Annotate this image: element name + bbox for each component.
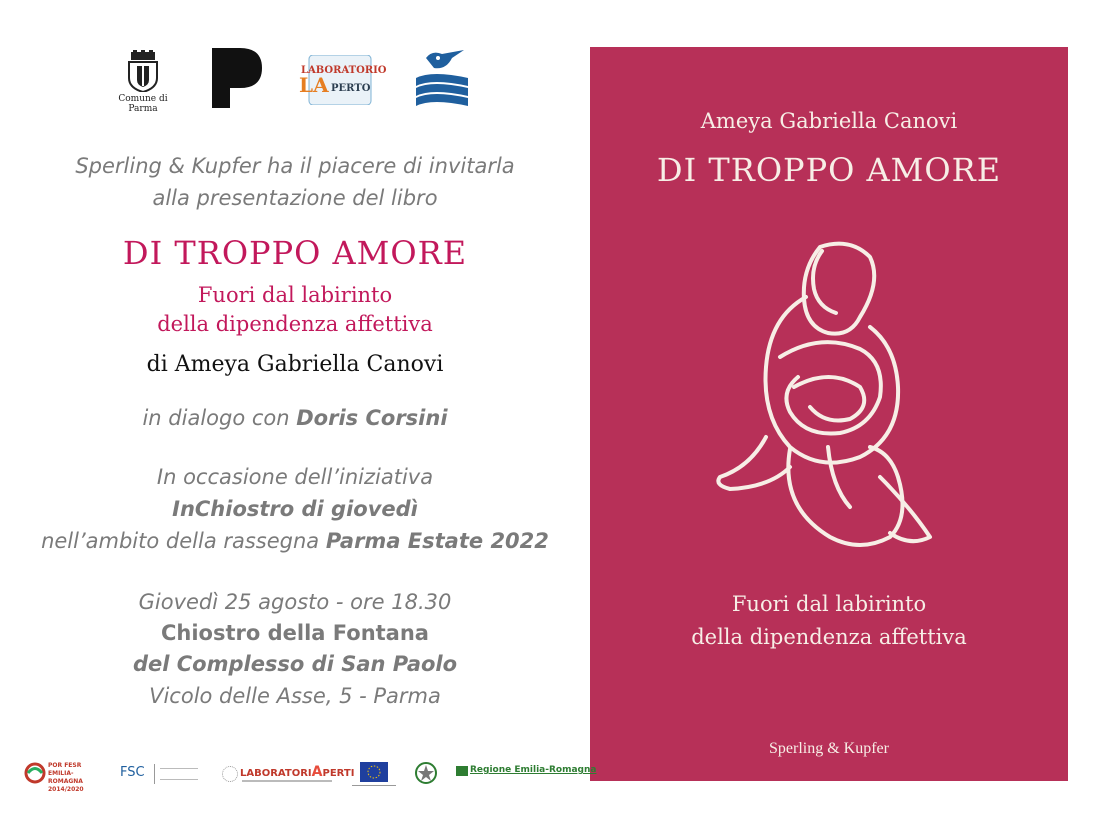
laboratori-subline xyxy=(242,780,332,782)
coat-of-arms-icon xyxy=(123,50,163,92)
p-letter-icon xyxy=(212,48,262,108)
republic-emblem-icon xyxy=(414,760,438,786)
fsc-logo xyxy=(120,760,200,788)
event-date: Giovedì 25 agosto - ore 18.30 xyxy=(138,590,452,614)
embracing-figure-illustration xyxy=(710,237,950,557)
cover-subtitle-1: Fuori dal labirinto xyxy=(731,592,927,616)
rassegna-name: Parma Estate 2022 xyxy=(325,529,549,553)
book-title: DI TROPPO AMORE xyxy=(122,234,468,272)
occasione-line: In occasione dell’iniziativa xyxy=(156,465,434,489)
fsc-divider xyxy=(154,764,155,784)
laboratori-end: PERTI xyxy=(322,768,355,779)
laboratori-wordmark xyxy=(240,764,354,780)
dialogo-line xyxy=(0,406,590,430)
por-fesr-text: POR FESR EMILIA-ROMAGNA 2014/2020 xyxy=(48,762,84,793)
venue-line2: del Complesso di San Paolo xyxy=(132,652,458,676)
fsc-text: FSC xyxy=(120,765,145,780)
eu-flag-icon xyxy=(360,762,388,782)
rassegna-line xyxy=(0,529,590,553)
regione-mark xyxy=(456,766,468,776)
eu-flag-logo xyxy=(360,760,390,788)
venue-line1: Chiostro della Fontana xyxy=(161,621,429,645)
laboratorio-la: LA xyxy=(299,73,329,97)
dialogo-prefix: in dialogo con xyxy=(142,406,297,430)
invitation-line1: Sperling & Kupfer ha il piacere di invitarla xyxy=(75,154,515,178)
bird-on-books-icon xyxy=(412,48,472,108)
regione-text: Regione Emilia-Romagna xyxy=(470,765,597,775)
iniziativa-line: InChiostro di giovedì xyxy=(172,497,418,521)
cover-subtitle-2: della dipendenza affettiva xyxy=(691,625,967,649)
comune-label: Comune di Parma xyxy=(118,94,168,114)
book-subtitle-2: della dipendenza affettiva xyxy=(157,312,433,336)
comune-di-parma-logo xyxy=(108,50,178,114)
rassegna-prefix: nell’ambito della rassegna xyxy=(41,529,326,553)
regione-emilia-romagna-logo xyxy=(456,760,597,788)
laboratori-mark xyxy=(222,766,238,782)
author-line: di Ameya Gabriella Canovi xyxy=(146,352,444,377)
cover-publisher: Sperling & Kupfer xyxy=(769,740,889,757)
por-fesr-logo xyxy=(24,760,108,793)
laboratori-text: LABORATORI xyxy=(240,768,312,779)
cover-title: DI TROPPO AMORE xyxy=(656,151,1002,189)
laboratorio-aperto-logo xyxy=(295,55,385,105)
book-cover xyxy=(590,47,1068,781)
laboratorio-line2: PERTO xyxy=(331,83,371,94)
dialogo-name: Doris Corsini xyxy=(296,406,448,430)
laboratori-aperti-logo xyxy=(222,760,355,788)
laboratorio-line1: LABORATORIO xyxy=(301,65,387,76)
bird-book-logo xyxy=(412,48,472,108)
p-logo xyxy=(212,48,262,108)
italian-republic-emblem xyxy=(414,760,440,788)
cover-author: Ameya Gabriella Canovi xyxy=(700,109,958,133)
eu-underline xyxy=(352,785,396,786)
venue-address: Vicolo delle Asse, 5 - Parma xyxy=(149,684,441,708)
laboratori-a: A xyxy=(311,764,323,780)
swirl-icon xyxy=(24,760,46,786)
invitation-line2: alla presentazione del libro xyxy=(152,186,438,210)
fsc-sublines xyxy=(160,768,198,780)
book-subtitle-1: Fuori dal labirinto xyxy=(197,283,393,307)
